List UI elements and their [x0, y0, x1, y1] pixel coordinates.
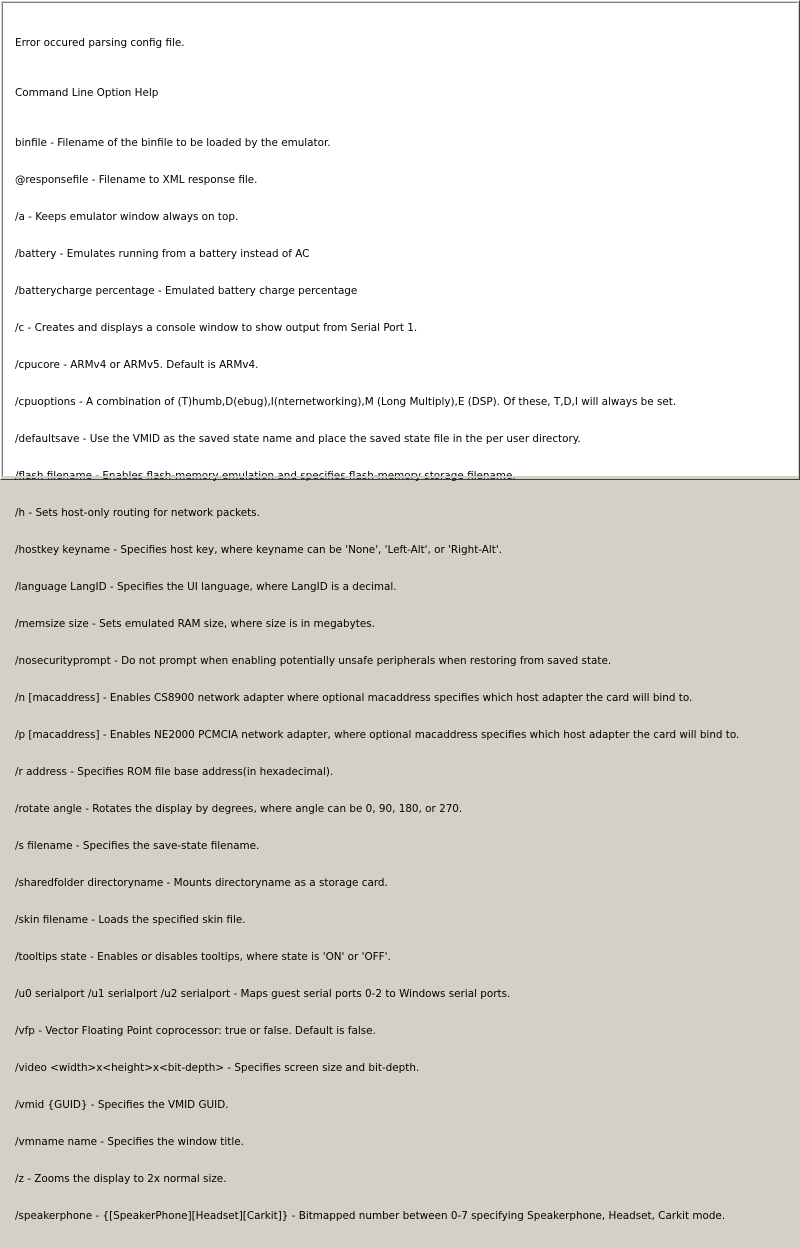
- option-line: /language LangID - Specifies the UI language, where LangID is a decimal.: [15, 581, 397, 593]
- option-line: /skin filename - Loads the specified skin file.: [15, 914, 246, 926]
- option-line: @responsefile - Filename to XML response file.: [15, 174, 258, 186]
- option-line: /s filename - Specifies the save-state filename.: [15, 840, 260, 852]
- option-line: /cpucore - ARMv4 or ARMv5. Default is ARMv4.: [15, 359, 259, 371]
- option-line: /vmname name - Specifies the window title.: [15, 1136, 244, 1148]
- error-message: Error occured parsing config file.: [15, 37, 185, 49]
- option-line: /battery - Emulates running from a battery instead of AC: [15, 248, 310, 260]
- option-line: /u0 serialport /u1 serialport /u2 serialport - Maps guest serial ports 0-2 to Windows serial ports.: [15, 988, 511, 1000]
- option-line: /a - Keeps emulator window always on top.: [15, 211, 239, 223]
- option-line: /hostkey keyname - Specifies host key, where keyname can be 'None', 'Left-Alt', or 'Right-Alt'.: [15, 544, 503, 556]
- option-line: /memsize size - Sets emulated RAM size, where size is in megabytes.: [15, 618, 375, 630]
- option-line: /video <width>x<height>x<bit-depth> - Specifies screen size and bit-depth.: [15, 1062, 420, 1074]
- option-line: /defaultsave - Use the VMID as the saved state name and place the saved state file in the per user directory.: [15, 433, 581, 445]
- option-line: /c - Creates and displays a console window to show output from Serial Port 1.: [15, 322, 418, 334]
- option-line: /r address - Specifies ROM file base address(in hexadecimal).: [15, 766, 334, 778]
- option-line: binfile - Filename of the binfile to be loaded by the emulator.: [15, 137, 331, 149]
- option-line: /h - Sets host-only routing for network packets.: [15, 507, 260, 519]
- help-text-area[interactable]: [2, 2, 798, 1222]
- option-line: /cpuoptions - A combination of (T)humb,D(ebug),I(nternetworking),M (Long Multiply),E (DSP). Of these, T,D,I will always be set.: [15, 396, 677, 408]
- option-line: /n [macaddress] - Enables CS8900 network adapter where optional macaddress specifies which host adapter the card will bind to.: [15, 692, 693, 704]
- option-line: /rotate angle - Rotates the display by degrees, where angle can be 0, 90, 180, or 270.: [15, 803, 463, 815]
- option-line: /z - Zooms the display to 2x normal size.: [15, 1173, 227, 1185]
- help-title: Command Line Option Help: [15, 87, 159, 99]
- option-line: /vfp - Vector Floating Point coprocessor: true or false. Default is false.: [15, 1025, 376, 1037]
- option-line: /vmid {GUID} - Specifies the VMID GUID.: [15, 1099, 229, 1111]
- option-line: /batterycharge percentage - Emulated battery charge percentage: [15, 285, 358, 297]
- option-line: /speakerphone - {[SpeakerPhone][Headset][Carkit]} - Bitmapped number between 0-7 specifying Speakerphone, Headset, Carkit mode.: [15, 1210, 726, 1222]
- option-line: /nosecurityprompt - Do not prompt when enabling potentially unsafe peripherals when restoring from saved state.: [15, 655, 612, 667]
- window-bottom-edge: [2, 476, 798, 478]
- option-line: /p [macaddress] - Enables NE2000 PCMCIA network adapter, where optional macaddress specifies which host adapter the card will bind to.: [15, 729, 740, 741]
- option-line: /sharedfolder directoryname - Mounts directoryname as a storage card.: [15, 877, 388, 889]
- option-line: /tooltips state - Enables or disables tooltips, where state is 'ON' or 'OFF'.: [15, 951, 391, 963]
